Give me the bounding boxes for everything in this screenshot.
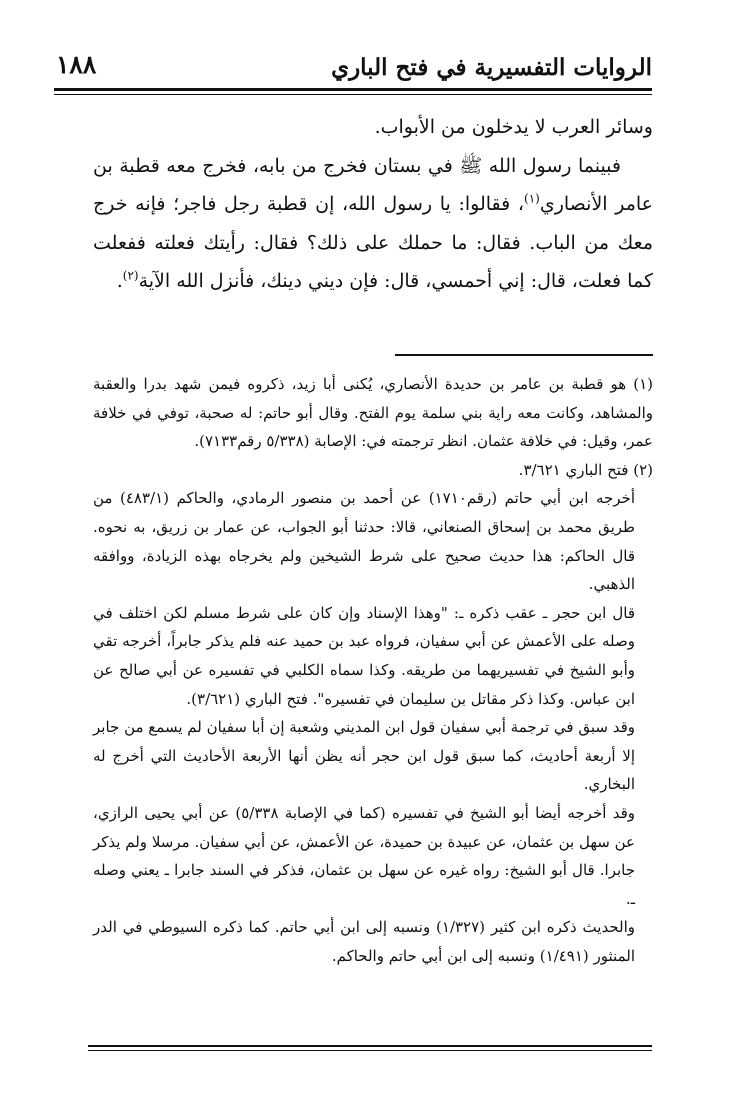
book-title: الروايات التفسيرية في فتح الباري [331, 54, 652, 81]
page-header [54, 46, 652, 86]
footnote-separator [395, 354, 653, 356]
footnote-2-paragraph-5: والحديث ذكره ابن كثير (١/٣٢٧) ونسبه إلى ابن أبي حاتم. كما ذكره السيوطي في الدر المنثور (١/٤٩١) ونسبه إلى ابن أبي حاتم والحاكم. [93, 918, 635, 965]
bottom-divider [88, 1045, 652, 1047]
main-paragraph-1: وسائر العرب لا يدخلون من الأبواب. [374, 116, 653, 138]
header-divider-thin [54, 94, 652, 95]
main-paragraph-2-part-1: فبينما رسول الله ﷺ في بستان فخرج من بابه، فخرج معه قطبة بن عامر الأنصاري [93, 154, 653, 215]
footnote-2-paragraph-2: قال ابن حجر ـ عقب ذكره ـ: "وهذا الإسناد وإن كان على شرط مسلم لكن اختلف في وصله على الأعمش عن أبي سفيان، فرواه عبد بن حميد عنه فلم يذكر جابراً، أخرجه تقي وأبو الشيخ في تفسيريهما من طريقه. وكذا سماه الكلبي في تفسيره عن أبي صالح عن ابن عباس. وكذا ذكر مقاتل بن سليمان في تفسيره". فتح الباري (٣/٦٢١). [93, 603, 635, 708]
footnote-2-paragraph-3: وقد سبق في ترجمة أبي سفيان قول ابن المديني وشعبة إن أبا سفيان لم يسمع من جابر إلا أربعة أحاديث، كما سبق قول ابن حجر أنه يظن أنها الأربعة الأحاديث التي أخرج له البخاري. [93, 718, 635, 794]
main-paragraph-2-part-2: ، فقالوا: يا رسول الله، إن قطبة رجل فاجر؛ فإنه خرج معك من الباب. فقال: ما حملك على ذلك؟ فقال: رأيتك فعلته ففعلت كما فعلت، قال: إني أحمسي، قال: فإن ديني دينك، فأنزل الله الآية [93, 193, 653, 292]
main-body-text [93, 108, 653, 301]
footnote-2-paragraph-4: وقد أخرجه أيضا أبو الشيخ في تفسيره (كما في الإصابة ٥/٣٣٨) عن أبي يحيى الرازي، عن سهل بن عثمان، عن عبيدة بن حميدة، عن الأعمش، عن أبي سفيان. مرسلا ولم يذكر جابرا. قال أبو الشيخ: رواه غيره عن سهل بن عثمان، فذكر في السند جابرا ـ يعني وصله ـ. [93, 803, 635, 908]
footnote-1: (١) هو قطبة بن عامر بن حديدة الأنصاري، يُكنى أبا زيد، ذكروه فيمن شهد بدرا والعقبة والمشاهد، وكانت معه راية بني سلمة يوم الفتح. وقال أبو حاتم: له صحبة، توفي في خلافة عمر، وقيل: في خلافة عثمان. انظر ترجمته في: الإصابة (٥/٣٣٨ رقم٧١٣٣). [93, 375, 653, 451]
bottom-divider-thin [88, 1050, 652, 1051]
main-paragraph-2 [93, 147, 653, 301]
main-paragraph-2-end: . [116, 270, 123, 292]
footnote-marker-1: (١) [524, 191, 540, 206]
footnotes-section [93, 370, 653, 970]
footnote-2-heading: (٢) فتح الباري ٣/٦٢١. [518, 460, 653, 479]
footnote-2-paragraph-1: أخرجه ابن أبي حاتم (رقم١٧١٠) عن أحمد بن منصور الرمادي، والحاكم (٤٨٣/١) من طريق محمد بن إسحاق الصنعاني، قالا: حدثنا أبو الجواب، عن عمار بن زريق، به نحوه. قال الحاكم: هذا حديث صحيح على شرط الشيخين ولم يخرجاه بهذه الزيادة، ووافقه الذهبي. [93, 489, 635, 594]
header-divider [54, 88, 652, 91]
footnote-marker-2: (٢) [122, 268, 139, 283]
page-number: ١٨٨ [56, 50, 97, 79]
